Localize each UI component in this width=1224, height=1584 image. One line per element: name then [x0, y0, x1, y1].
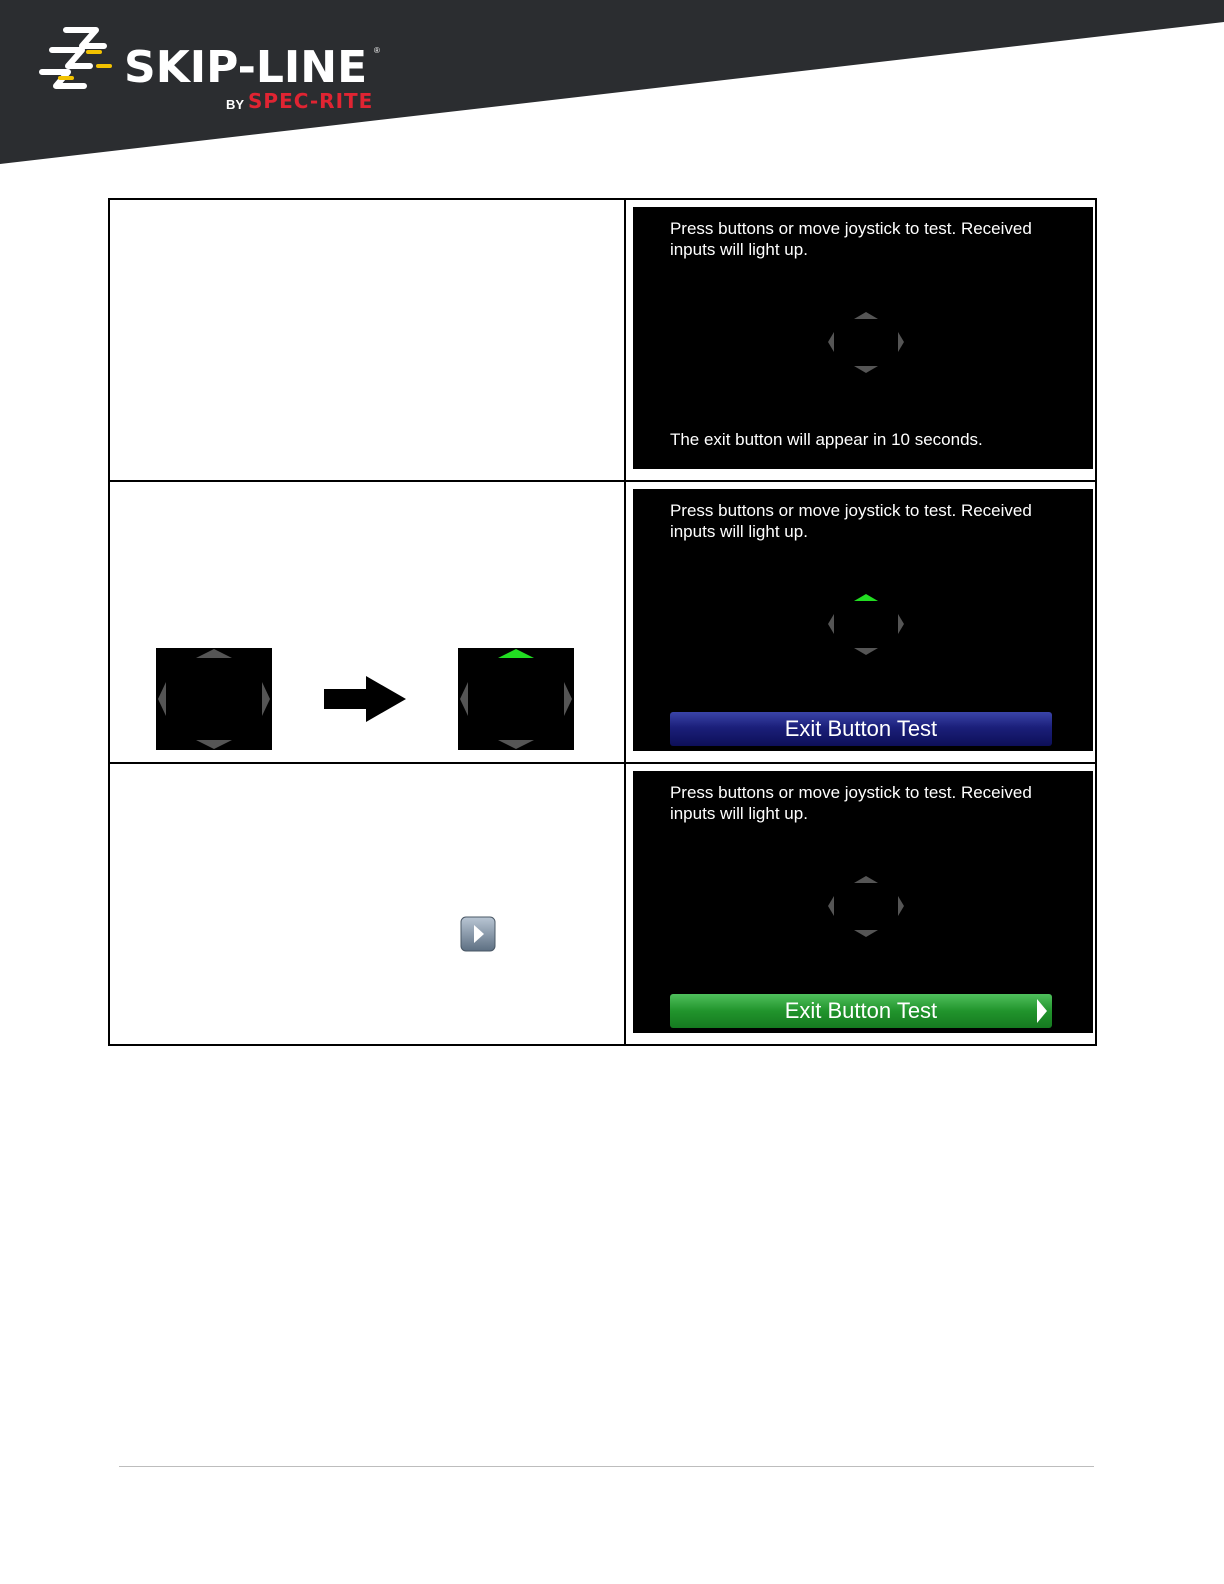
exit-button-test-button[interactable] [670, 712, 1052, 746]
right-arrow-icon [324, 676, 406, 722]
exit-button-label: Exit Button Test [784, 998, 938, 1023]
chevron-right-icon [1036, 998, 1048, 1024]
table-row [109, 199, 1096, 481]
screen-cell [625, 481, 1096, 763]
exit-button-test-button[interactable] [670, 994, 1052, 1028]
display-screen [633, 207, 1093, 469]
skip-line-logo [38, 26, 398, 126]
screen-cell [625, 763, 1096, 1045]
instruction-cell [109, 481, 625, 763]
screen-message: Press buttons or move joystick to test. Received inputs will light up. [669, 219, 1032, 259]
table-row [109, 763, 1096, 1045]
joystick-after-icon [458, 648, 574, 750]
exit-countdown-note: The exit button will appear in 10 seconds. [669, 430, 983, 449]
instruction-cell [109, 763, 625, 1045]
joystick-indicator-icon [826, 589, 906, 659]
by-label: BY [226, 97, 245, 112]
right-arrow-key-icon [460, 916, 496, 952]
display-screen [633, 489, 1093, 751]
joystick-indicator-icon [826, 307, 906, 377]
table-row [109, 481, 1096, 763]
brand-name: SKIP-LINE [124, 42, 368, 93]
registered-mark: ® [374, 46, 380, 55]
exit-button-label: Exit Button Test [784, 716, 938, 741]
parent-brand: SPEC-RITE [248, 89, 374, 113]
skip-line-logo-mark-icon [38, 26, 118, 96]
display-screen [633, 771, 1093, 1033]
screen-cell [625, 199, 1096, 481]
joystick-before-icon [156, 648, 272, 750]
footer-divider [119, 1466, 1094, 1467]
steps-table [108, 198, 1097, 1046]
instruction-cell [109, 199, 625, 481]
screen-message: Press buttons or move joystick to test. Received inputs will light up. [669, 783, 1032, 823]
screen-message: Press buttons or move joystick to test. Received inputs will light up. [669, 501, 1032, 541]
joystick-indicator-icon [826, 871, 906, 941]
